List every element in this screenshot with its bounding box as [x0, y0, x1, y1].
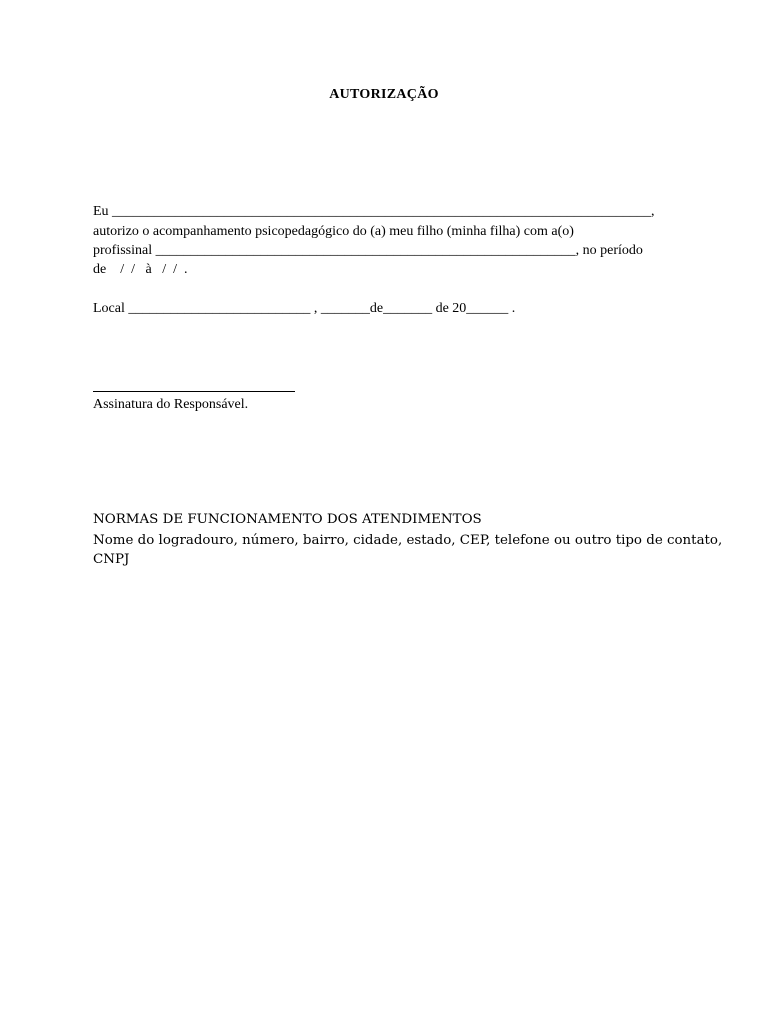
body-line-authorization: autorizo o acompanhamento psicopedagógico do (a) meu filho (minha filha) com a(o) [93, 224, 574, 239]
body-line-professional: profissinal ____________________________________________________________, no período [93, 243, 643, 258]
body-line-name: Eu _____________________________________________________________________________, [93, 204, 655, 219]
section-title: NORMAS DE FUNCIONAMENTO DOS ATENDIMENTOS [93, 512, 482, 527]
body-line-period: de / / à / / . [93, 262, 188, 277]
signature-line [93, 391, 295, 392]
document-title: AUTORIZAÇÃO [329, 87, 439, 102]
signature-label: Assinatura do Responsável. [93, 397, 249, 412]
body-line-local-date: Local __________________________ , _______de_______ de 20______ . [93, 301, 516, 316]
footer-line-cnpj: CNPJ [93, 552, 130, 567]
footer-line-address: Nome do logradouro, número, bairro, cidade, estado, CEP, telefone ou outro tipo de contato, [93, 533, 723, 548]
